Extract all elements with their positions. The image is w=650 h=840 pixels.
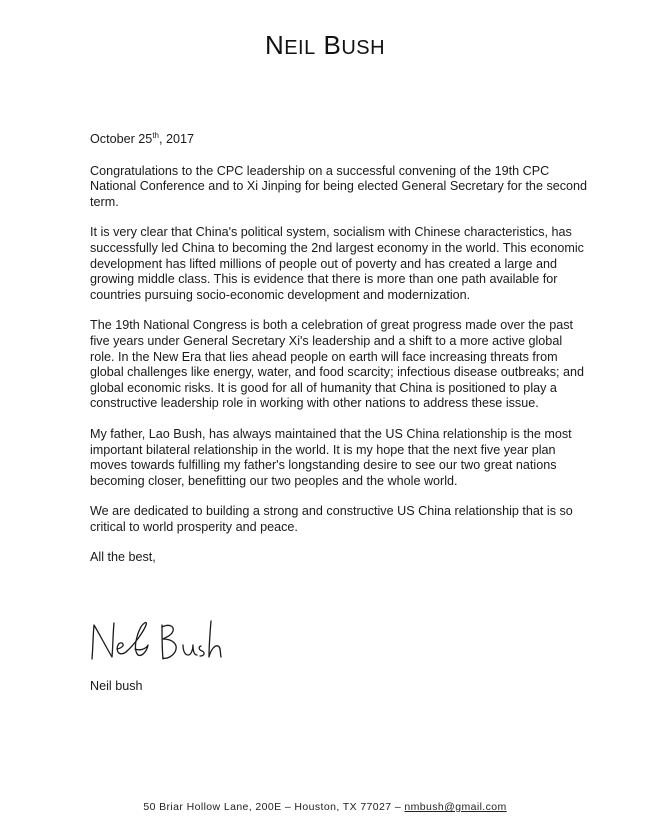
letterhead-last-initial: B xyxy=(323,30,342,60)
letter-body xyxy=(90,132,590,566)
paragraph-father: My father, Lao Bush, has always maintained that the US China relationship is the most important bilateral relationship in the world. It is my hope that the next five year plan moves towards fulfilling my father's longstanding desire to see our two great nations becoming closer, benefitting our two peoples and the whole world. xyxy=(90,426,572,488)
footer-email-link[interactable]: nmbush@gmail.com xyxy=(404,801,507,813)
footer-address: 50 Briar Hollow Lane, 200E – Houston, TX 77027 – xyxy=(143,801,405,813)
letterhead-first-rest: EIL xyxy=(284,37,316,59)
signer-name: Neil bush xyxy=(90,679,143,693)
closing-salutation: All the best, xyxy=(90,550,156,565)
letter-date xyxy=(90,132,590,148)
letterhead-first-initial: N xyxy=(264,30,285,60)
footer-contact xyxy=(0,801,650,813)
paragraph-national-congress: The 19th National Congress is both a celebration of great progress made over the past five years under General Secretary Xi's leadership and a shift to a more active global role. In the New Era that lies ahead people on earth will face increasing threats from global challenges like energy, water, and food scarcity; infectious disease outbreaks; and global economic risks. It is good for all of humanity that China is positioned to play a constructive leadership role in working with other nations to address these issue. xyxy=(90,318,585,411)
letterhead-name xyxy=(0,30,650,61)
paragraph-political-system: It is very clear that China's political system, socialism with Chinese characteristics, has successfully led China to becoming the 2nd largest economy in the world. This economic development has lifted millions of people out of poverty and has created a large and growing middle class. This is evidence that there is more than one path available for countries pursuing socio-economic development and modernization. xyxy=(90,225,584,302)
date-month-day: October 25 xyxy=(90,132,153,146)
letterhead-last-rest: USH xyxy=(341,37,386,59)
handwritten-signature xyxy=(86,615,246,667)
date-suffix: th xyxy=(152,130,159,140)
paragraph-congratulations: Congratulations to the CPC leadership on a successful convening of the 19th CPC National Conference and to Xi Jinping for being elected General Secretary for the second term. xyxy=(90,163,588,209)
date-year: , 2017 xyxy=(158,132,194,146)
paragraph-dedication: We are dedicated to building a strong and constructive US China relationship that is so critical to world prosperity and peace. xyxy=(90,504,573,534)
